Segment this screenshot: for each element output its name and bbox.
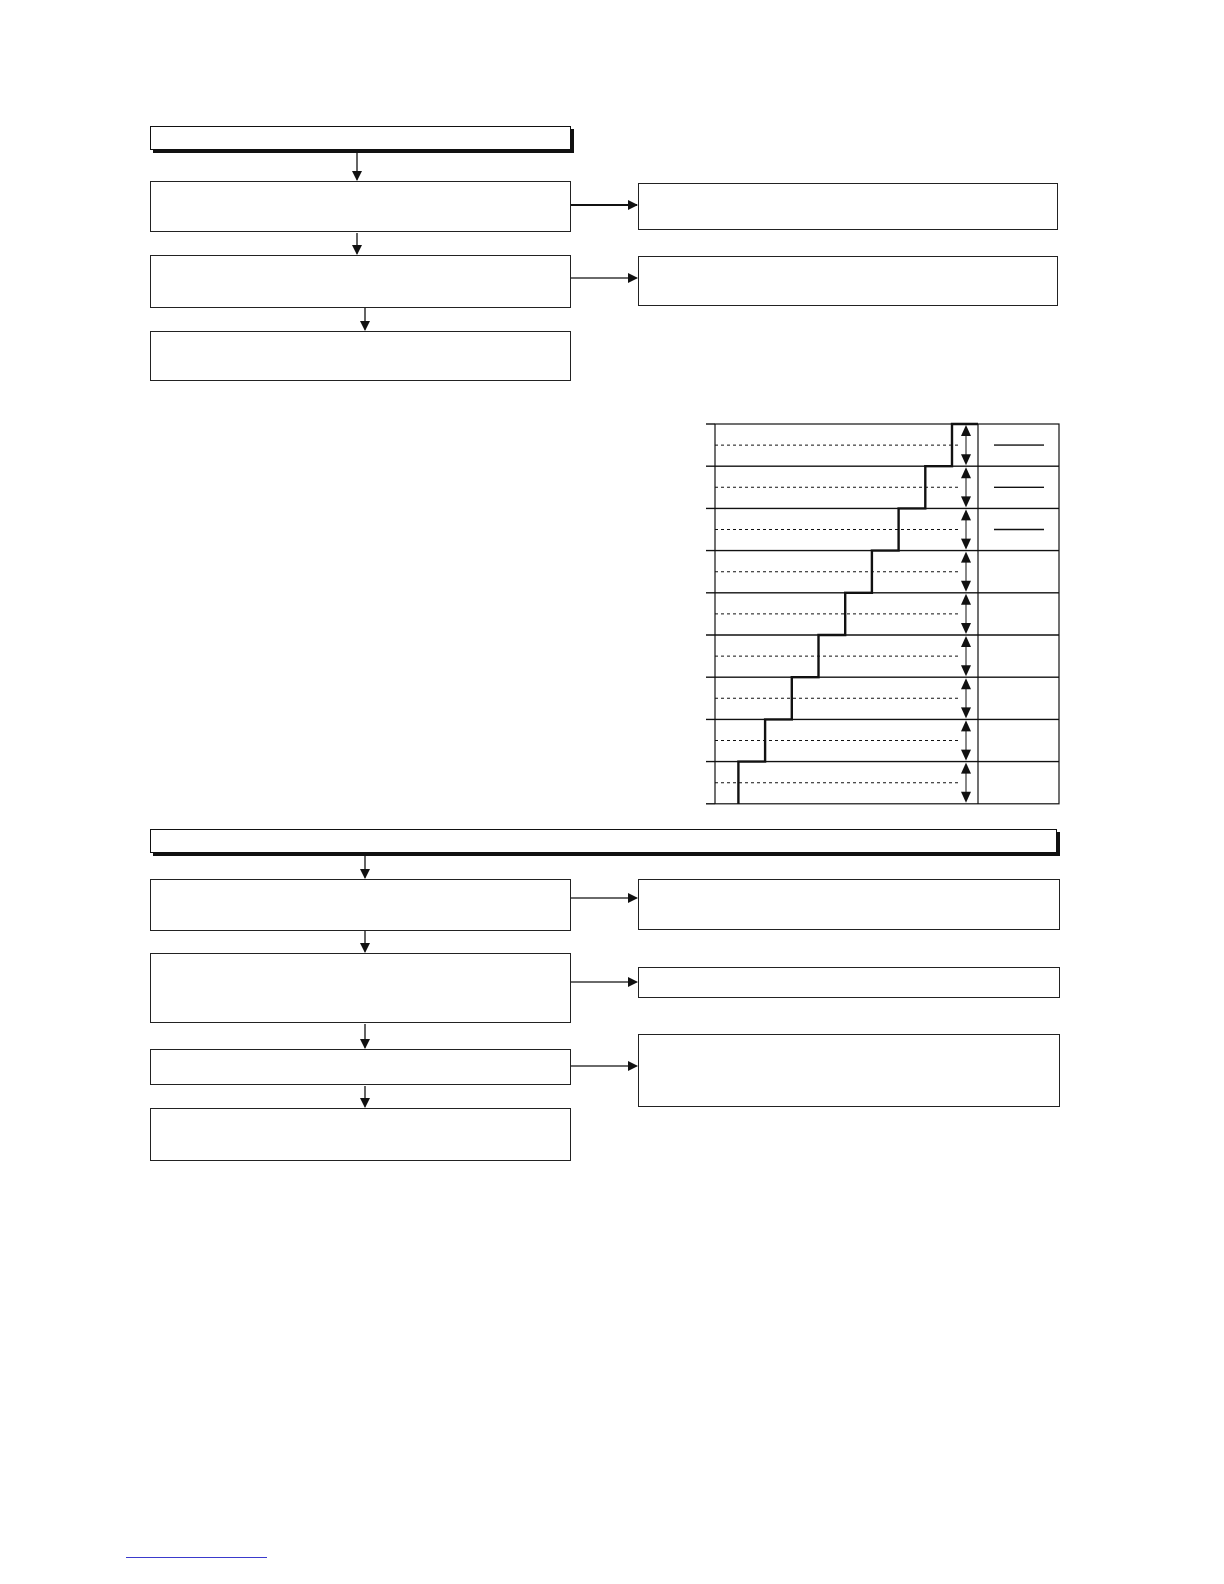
top-flow-connectors: [357, 152, 637, 330]
level-span-arrow-up: [961, 678, 971, 689]
level-staircase: [738, 424, 978, 804]
bottom-flow-connectors: [365, 855, 637, 1107]
level-chart: [706, 424, 1059, 804]
level-span-arrow-up: [961, 720, 971, 731]
level-span-arrow-down: [961, 750, 971, 761]
level-span-arrow-up: [961, 594, 971, 605]
level-span-arrow-up: [961, 509, 971, 520]
footer-link[interactable]: [126, 1557, 267, 1559]
level-chart-frame: [715, 424, 1059, 804]
level-span-arrow-down: [961, 792, 971, 803]
level-span-arrow-down: [961, 454, 971, 465]
level-span-arrow-down: [961, 496, 971, 507]
level-span-arrow-up: [961, 467, 971, 478]
level-span-arrow-down: [961, 581, 971, 592]
level-span-arrow-up: [961, 425, 971, 436]
level-span-arrow-down: [961, 623, 971, 634]
level-span-arrow-up: [961, 552, 971, 563]
level-span-arrow-down: [961, 665, 971, 676]
level-span-arrow-up: [961, 636, 971, 647]
level-span-arrow-down: [961, 707, 971, 718]
level-span-arrow-down: [961, 539, 971, 550]
level-span-arrow-up: [961, 763, 971, 774]
